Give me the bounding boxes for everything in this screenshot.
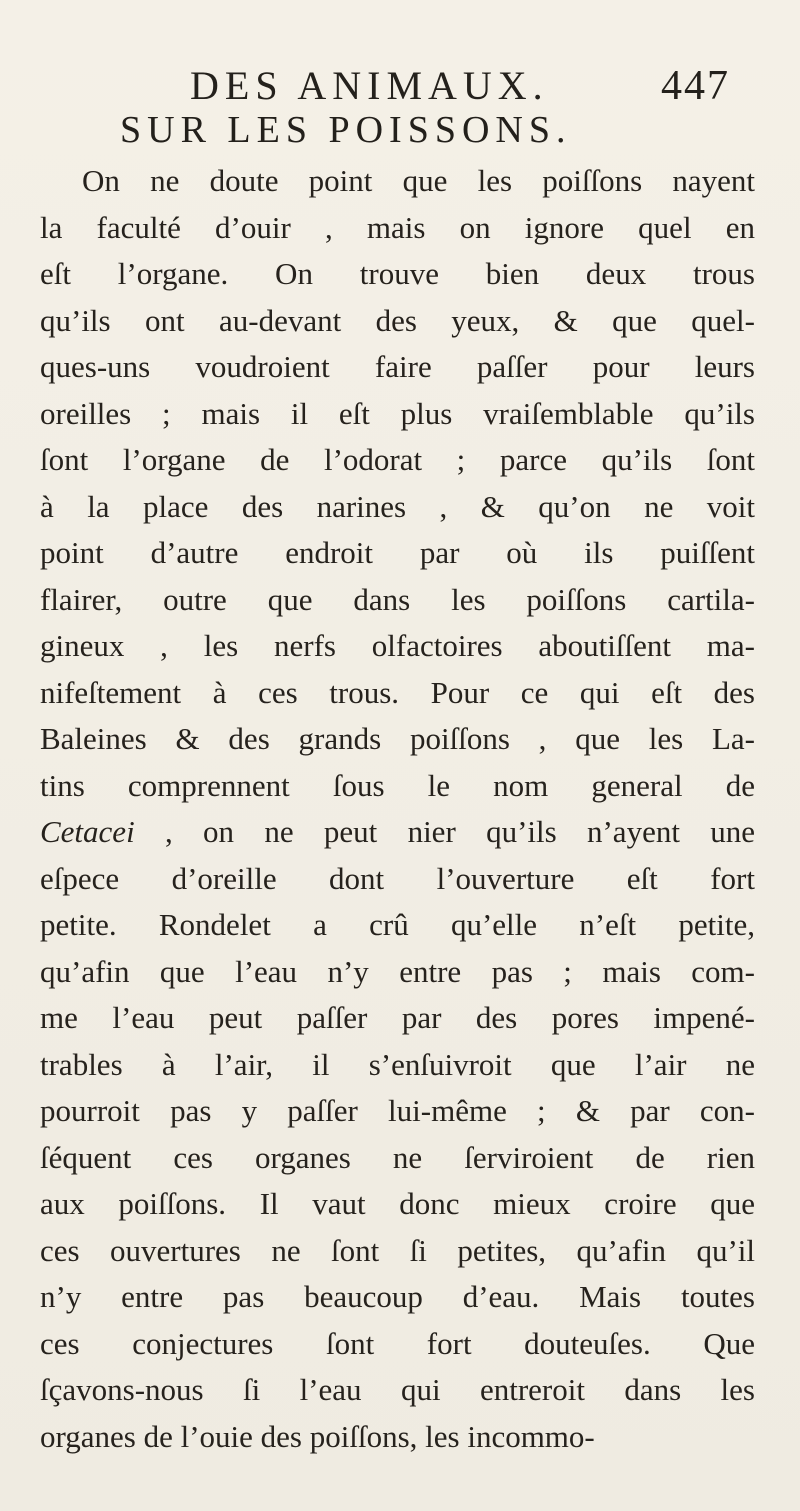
text-line: On ne doute point que les poiſſons nayent [82,163,755,198]
text-line: petite. Rondelet a crû qu’elle n’eſt petite, [40,907,755,942]
text-line: pourroit pas y paſſer lui-même ; & par con- [40,1093,755,1128]
text-line: qu’ils ont au-devant des yeux, & que quel- [40,302,755,338]
text-line: me l’eau peut paſſer par des pores impené- [40,1000,755,1035]
text-line: nifeſtement à ces trous. Pour ce qui eſt des [40,674,755,710]
text-line: qu’afin que l’eau n’y entre pas ; mais com- [40,953,755,989]
text-line: eſpece d’oreille dont l’ouverture eſt fort [40,860,755,896]
text-line: trables à l’air, il s’enſuivroit que l’air ne [40,1046,755,1082]
text-line: oreilles ; mais il eſt plus vraiſemblable qu’ils [40,395,755,431]
latin-term: Cetacei [40,814,135,849]
text-line: n’y entre pas beaucoup d’eau. Mais toutes [40,1279,755,1314]
page-number: 447 [661,63,730,109]
text-line: tins comprennent ſous le nom general de [40,767,755,803]
text-line: eſt l’organe. On trouve bien deux trous [40,256,755,291]
text-line-cetacei: Cetacei , on ne peut nier qu’ils n’ayent une [40,814,755,849]
running-head [190,62,730,112]
text-line: ces conjectures ſont fort douteuſes. Que [40,1325,755,1361]
running-title: DES ANIMAUX. [190,63,549,108]
text-line: ques-uns voudroient faire paſſer pour leurs [40,349,755,384]
text-line: organes de l’ouie des poiſſons, les incommo- [40,1418,595,1454]
section-title: SUR LES POISSONS. [120,109,572,151]
body-text [40,158,755,1460]
text-line: la faculté d’ouir , mais on ignore quel en [40,209,755,245]
text-line: flairer, outre que dans les poiſſons cartila- [40,581,755,617]
text-line: ſont l’organe de l’odorat ; parce qu’ils ſont [40,442,755,477]
text-line: à la place des narines , & qu’on ne voit [40,488,755,524]
text-line: gineux , les nerfs olfactoires aboutiſſent ma- [40,628,755,663]
text-line: ces ouvertures ne ſont ſi petites, qu’afin qu’il [40,1232,755,1268]
text-line: ſçavons-nous ſi l’eau qui entreroit dans les [40,1372,755,1407]
text-line: ſéquent ces organes ne ſerviroient de rien [40,1139,755,1175]
text-line: aux poiſſons. Il vaut donc mieux croire que [40,1186,755,1221]
text-line: point d’autre endroit par où ils puiſſent [40,535,755,570]
text-line: Baleines & des grands poiſſons , que les La- [40,721,755,756]
